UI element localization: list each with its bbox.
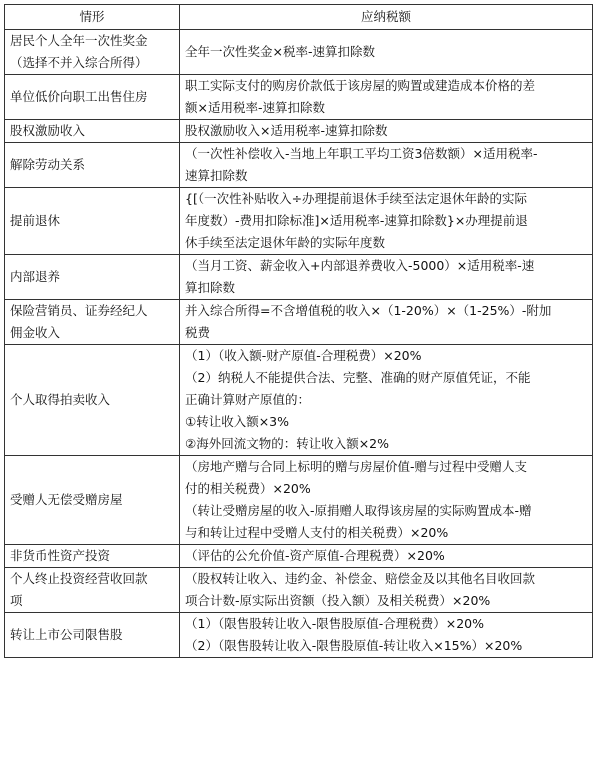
situation-cell [5,255,180,300]
tax-formula-cell [180,456,593,545]
situation-cell [5,75,180,120]
situation-text: 股权激励收入 [10,123,86,138]
tax-formula-text: 全年一次性奖金×税率-速算扣除数 [185,44,375,59]
tax-formula-text: （股权转让收入、违约金、补偿金、赔偿金及以其他名目收回款 [185,571,536,586]
tax-formula-text: {[（一次性补贴收入÷办理提前退休手续至法定退休年龄的实际 [185,191,528,206]
tax-formula-cell [180,143,593,188]
tax-formula-text: ②海外回流文物的：转让收入额×2% [185,436,390,451]
table-body [5,30,593,658]
tax-formula-text: 休手续至法定退休年龄的实际年度数 [185,235,386,250]
tax-formula-text: （转让受赠房屋的收入-原捐赠人取得该房屋的实际购置成本-赠 [185,503,532,518]
situation-text: 非货币性资产投资 [10,548,111,563]
table-row [5,456,593,545]
tax-formula-cell [180,255,593,300]
situation-cell [5,545,180,568]
situation-text: 个人终止投资经营收回款 [10,571,148,586]
situation-text: 佣金收入 [10,325,61,340]
situation-text: 内部退养 [10,269,61,284]
tax-formula-cell [180,188,593,255]
tax-formula-cell [180,613,593,658]
table-row [5,345,593,456]
tax-table [4,4,593,658]
tax-formula-cell [180,30,593,75]
tax-formula-text: （房地产赠与合同上标明的赠与房屋价值-赠与过程中受赠人支 [185,459,528,474]
tax-formula-cell [180,75,593,120]
tax-formula-text: 正确计算财产原值的： [185,392,311,407]
situation-text: （选择不并入综合所得） [10,55,148,70]
situation-text: 单位低价向职工出售住房 [10,89,148,104]
situation-text: 受赠人无偿受赠房屋 [10,492,123,507]
tax-formula-cell [180,545,593,568]
situation-cell [5,120,180,143]
situation-text: 保险营销员、证券经纪人 [10,303,148,318]
tax-formula-text: （1）（收入额-财产原值-合理税费）×20% [185,348,422,363]
table-row [5,300,593,345]
table-row [5,75,593,120]
table-row [5,188,593,255]
header-row [5,5,593,30]
table-row [5,120,593,143]
situation-text: 解除劳动关系 [10,157,86,172]
tax-formula-text: 额×适用税率-速算扣除数 [185,100,325,115]
tax-formula-text: 并入综合所得=不含增值税的收入×（1-20%）×（1-25%）-附加 [185,303,552,318]
tax-formula-text: （1）（限售股转让收入-限售股原值-合理税费）×20% [185,616,484,631]
table-row [5,30,593,75]
table-row [5,613,593,658]
tax-formula-text: 速算扣除数 [185,168,248,183]
header-tax-payable: 应纳税额 [180,5,593,30]
tax-formula-text: （2）（限售股转让收入-限售股原值-转让收入×15%）×20% [185,638,523,653]
tax-formula-text: 付的相关税费）×20% [185,481,311,496]
situation-cell [5,345,180,456]
tax-formula-text: ①转让收入额×3% [185,414,290,429]
tax-formula-cell [180,345,593,456]
situation-cell [5,613,180,658]
situation-cell [5,30,180,75]
tax-formula-text: （一次性补偿收入-当地上年职工平均工资3倍数额）×适用税率- [185,146,538,161]
tax-formula-text: 年度数）-费用扣除标准]×适用税率-速算扣除数}×办理提前退 [185,213,528,228]
tax-formula-text: （当月工资、薪金收入+内部退养费收入-5000）×适用税率-速 [185,258,535,273]
situation-text: 个人取得拍卖收入 [10,392,111,407]
tax-formula-text: 与和转让过程中受赠人支付的相关税费）×20% [185,525,449,540]
tax-formula-text: 税费 [185,325,211,340]
situation-cell [5,188,180,255]
header-situation: 情形 [5,5,180,30]
tax-formula-text: （2）纳税人不能提供合法、完整、准确的财产原值凭证，不能 [185,370,531,385]
situation-cell [5,456,180,545]
table-row [5,545,593,568]
tax-formula-cell [180,568,593,613]
situation-cell [5,143,180,188]
table-row [5,143,593,188]
tax-formula-cell [180,300,593,345]
table-row [5,568,593,613]
situation-text: 提前退休 [10,213,61,228]
table-row [5,255,593,300]
tax-formula-text: 股权激励收入×适用税率-速算扣除数 [185,123,388,138]
situation-cell [5,300,180,345]
tax-formula-cell [180,120,593,143]
tax-formula-text: 职工实际支付的购房价款低于该房屋的购置或建造成本价格的差 [185,78,536,93]
tax-formula-text: 项合计数-原实际出资额（投入额）及相关税费）×20% [185,593,491,608]
situation-cell [5,568,180,613]
tax-formula-text: 算扣除数 [185,280,236,295]
situation-text: 居民个人全年一次性奖金 [10,33,148,48]
tax-formula-text: （评估的公允价值-资产原值-合理税费）×20% [185,548,445,563]
situation-text: 转让上市公司限售股 [10,627,123,642]
situation-text: 项 [10,593,23,608]
